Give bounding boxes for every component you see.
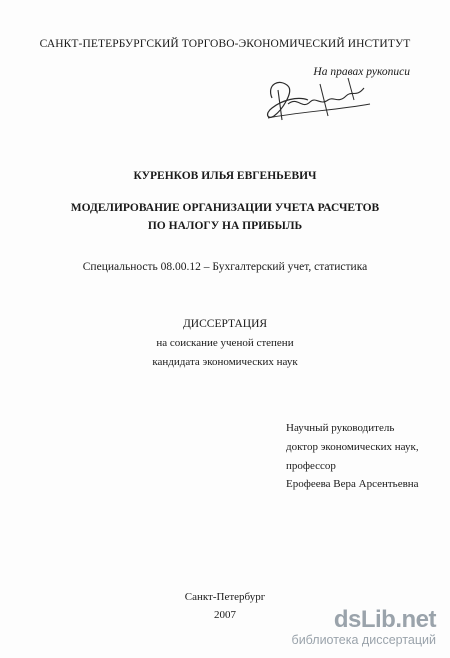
supervisor-label: Научный руководитель (286, 422, 395, 434)
rights-note: На правах рукописи (313, 66, 410, 78)
author-name: КУРЕНКОВ ИЛЬЯ ЕВГЕНЬЕВИЧ (133, 170, 317, 182)
handwritten-signature (258, 70, 378, 126)
watermark (292, 608, 436, 648)
dissertation-type: ДИССЕРТАЦИЯ (182, 318, 268, 330)
supervisor-name: Ерофеева Вера Арсентьевна (286, 478, 419, 490)
institute-name: САНКТ-ПЕТЕРБУРГСКИЙ ТОРГОВО-ЭКОНОМИЧЕСКИЙ ИНСТИТУТ (39, 38, 411, 50)
degree-line-1: на соискание ученой степени (156, 337, 294, 349)
supervisor-degree: доктор экономических наук, (286, 441, 419, 453)
supervisor-rank: профессор (286, 460, 336, 472)
watermark-subtitle: библиотека диссертаций (291, 633, 436, 648)
year: 2007 (214, 609, 236, 621)
degree-line-2: кандидата экономических наук (152, 356, 298, 368)
specialty-line: Специальность 08.00.12 – Бухгалтерский учет, статистика (82, 261, 368, 273)
dissertation-title-line-1: МОДЕЛИРОВАНИЕ ОРГАНИЗАЦИИ УЧЕТА РАСЧЕТОВ (70, 202, 380, 214)
dissertation-title-line-2: ПО НАЛОГУ НА ПРИБЫЛЬ (147, 220, 303, 232)
watermark-logo: dsLib.net (333, 606, 436, 634)
city: Санкт-Петербург (184, 591, 266, 603)
